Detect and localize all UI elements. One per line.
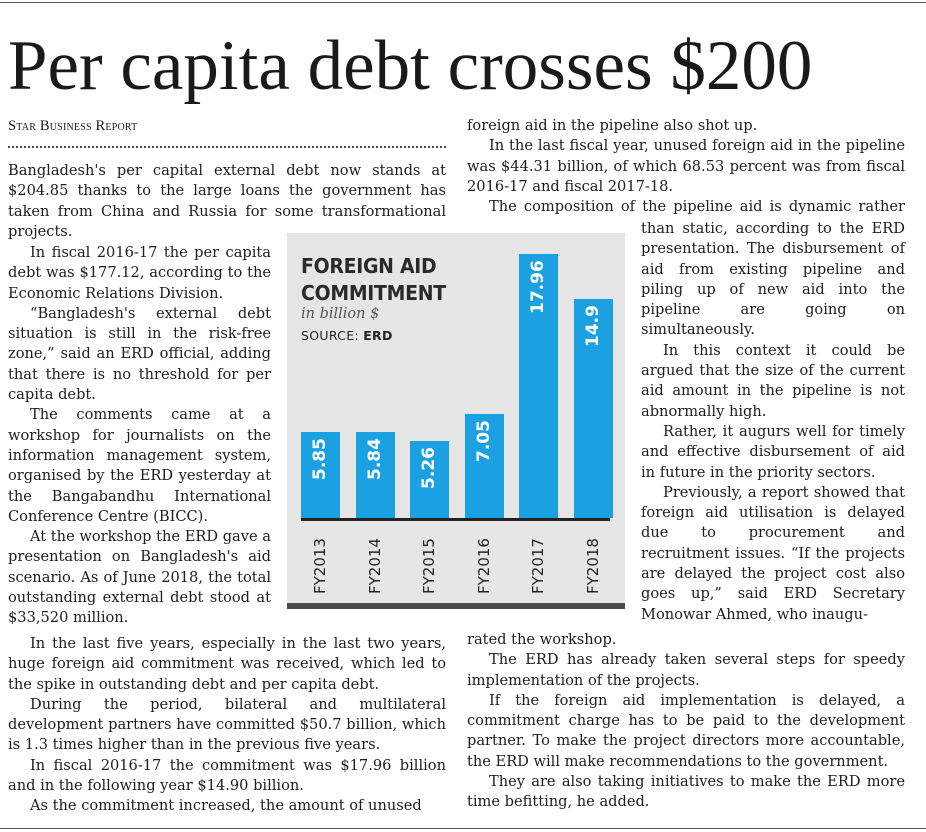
column-1-top (8, 161, 446, 242)
chart-category-label: FY2013 (311, 538, 329, 594)
column-2-wrap (641, 219, 905, 625)
chart-value-label: 5.85 (310, 437, 330, 480)
chart-source-value: ERD (363, 328, 393, 343)
chart-value-label: 17.96 (528, 259, 549, 314)
chart-bottom-bar (287, 603, 625, 609)
paragraph: In this context it could be argued that the size of the current aid amount in the pipeline is not abnormally high. (641, 341, 905, 420)
chart-value-label: 5.84 (364, 438, 385, 480)
top-rule (0, 2, 926, 3)
byline-divider (8, 146, 446, 148)
chart-source (301, 328, 393, 343)
chart-category-label: FY2015 (420, 538, 439, 594)
paragraph: They are also taking initiatives to make the ERD more time befitting, he added. (467, 773, 905, 811)
paragraph: The ERD has already taken several steps for speedy implementation of the projects. (467, 651, 905, 689)
column-2-bottom (467, 630, 905, 813)
paragraph: Rather, it augurs well for timely and effective disbursement of aid in future in the priority sectors. (641, 422, 905, 481)
paragraph: Bangladesh's per capital external debt now stands at $204.85 thanks to the large loans the government has taken from China and Russia for some transformational projects. (8, 162, 446, 240)
chart-category-label: FY2017 (529, 538, 548, 594)
column-1-bottom (8, 634, 446, 817)
chart-value-label: 5.26 (419, 446, 440, 489)
chart-category-label: FY2014 (365, 538, 384, 594)
chart-category-label: FY2016 (474, 538, 493, 594)
paragraph: Previously, a report showed that foreign aid utilisation is delayed due to procurement and recruitment issues. “If the projects are delayed the project cost also goes up,” said ERD Secretary Monowar Ahmed, who inaugu- (641, 483, 905, 623)
paragraph: As the commitment increased, the amount of unused (30, 797, 422, 815)
paragraph: rated the workshop. (467, 631, 617, 648)
paragraph: In fiscal 2016-17 the commitment was $17.96 billion and in the following year $14.90 billion. (8, 756, 446, 795)
chart-value-label: 14.9 (583, 304, 603, 347)
paragraph: The comments came at a workshop for journalists on the information management system, organised by the ERD yesterday at the Bangabandhu International Conference Centre (BICC). (8, 406, 271, 525)
chart-title (301, 253, 446, 307)
paragraph: The composition of the pipeline aid is dynamic rather (489, 198, 905, 216)
paragraph: If the foreign aid implementation is delayed, a commitment charge has to be paid to the development partner. To make the project directors more accountable, the ERD will make recommendations to the government. (467, 691, 905, 770)
chart-value-label: 7.05 (473, 420, 494, 463)
paragraph: “Bangladesh's external debt situation is still in the risk-free zone,” said an ERD official, adding that there is no threshold for per capita debt. (8, 304, 271, 404)
chart-baseline (301, 518, 610, 521)
chart-title-line-2: COMMITMENT (301, 281, 446, 305)
paragraph: In the last five years, especially in the last two years, huge foreign aid commitment was received, which led to the spike in outstanding debt and per capita debt. (8, 635, 446, 693)
column-2-top (467, 116, 905, 217)
paragraph: During the period, bilateral and multilateral development partners have committed $50.7 billion, which is 1.3 times higher than in the previous five years. (8, 695, 446, 754)
chart-title-line-1: FOREIGN AID (301, 254, 437, 278)
paragraph: than static, according to the ERD presentation. The disbursement of aid from existing pipeline and piling up of new aid into the pipeline are going on simultaneously. (641, 220, 905, 339)
chart-source-label: SOURCE: (301, 328, 359, 343)
column-1-wrap (8, 243, 271, 629)
paragraph: In fiscal 2016-17 the per capita debt was $177.12, according to the Economic Relations Division. (8, 244, 271, 302)
byline: Star Business Report (8, 118, 138, 134)
paragraph: At the workshop the ERD gave a presentation on Bangladesh's aid scenario. As of June 2018, the total outstanding external debt stood at $33,520 million. (8, 528, 271, 627)
headline: Per capita debt crosses $200 (8, 27, 813, 105)
bottom-rule (0, 828, 926, 829)
chart-unit: in billion $ (301, 306, 380, 322)
foreign-aid-chart (287, 233, 625, 607)
paragraph: In the last fiscal year, unused foreign aid in the pipeline was $44.31 billion, of which 68.53 percent was from fiscal 2016-17 and fiscal 2017-18. (467, 137, 905, 195)
chart-category-label: FY2018 (584, 538, 602, 594)
paragraph: foreign aid in the pipeline also shot up. (467, 117, 758, 134)
